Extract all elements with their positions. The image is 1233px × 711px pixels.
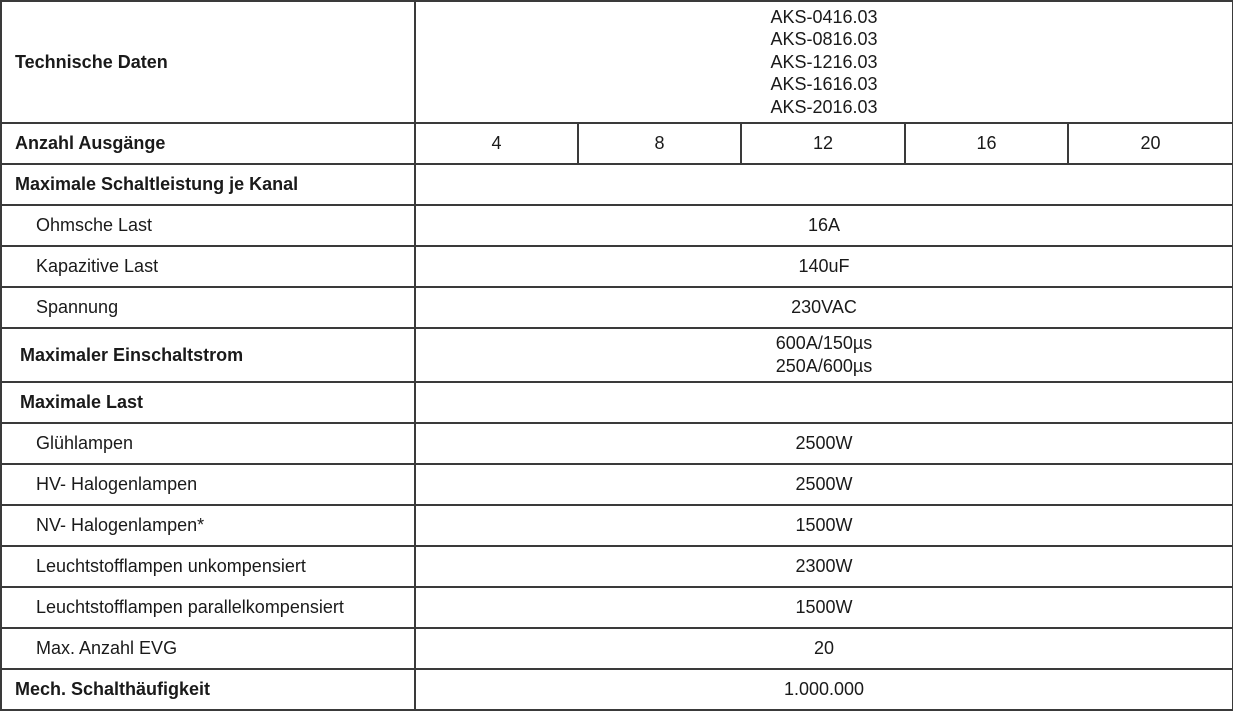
hv-halogen-value: 2500W bbox=[415, 464, 1233, 505]
table-row bbox=[1, 287, 1233, 328]
table-row bbox=[1, 628, 1233, 669]
row-label-hv-halogen: HV- Halogenlampen bbox=[1, 464, 415, 505]
inrush-values bbox=[415, 328, 1233, 382]
table-row bbox=[1, 205, 1233, 246]
table-section-row bbox=[1, 382, 1233, 423]
model-list bbox=[415, 1, 1233, 123]
row-label-nv-halogen: NV- Halogenlampen* bbox=[1, 505, 415, 546]
row-label-ohmic: Ohmsche Last bbox=[1, 205, 415, 246]
row-label-capacitive: Kapazitive Last bbox=[1, 246, 415, 287]
row-label-max-evg: Max. Anzahl EVG bbox=[1, 628, 415, 669]
row-label-voltage: Spannung bbox=[1, 287, 415, 328]
capacitive-value: 140uF bbox=[415, 246, 1233, 287]
empty-cell bbox=[415, 382, 1233, 423]
row-label-fluorescent-parallel: Leuchtstofflampen parallelkompensiert bbox=[1, 587, 415, 628]
voltage-value: 230VAC bbox=[415, 287, 1233, 328]
model-name: AKS-1216.03 bbox=[770, 51, 878, 72]
incandescent-value: 2500W bbox=[415, 423, 1233, 464]
table-row bbox=[1, 464, 1233, 505]
empty-cell bbox=[415, 164, 1233, 205]
table-row bbox=[1, 328, 1233, 382]
model-name: AKS-2016.03 bbox=[770, 96, 878, 117]
model-name: AKS-0416.03 bbox=[770, 6, 878, 27]
fluorescent-uncompensated-value: 2300W bbox=[415, 546, 1233, 587]
max-evg-value: 20 bbox=[415, 628, 1233, 669]
outputs-value: 8 bbox=[578, 123, 741, 164]
outputs-value: 20 bbox=[1068, 123, 1233, 164]
mech-cycles-value: 1.000.000 bbox=[415, 669, 1233, 710]
outputs-value: 16 bbox=[905, 123, 1068, 164]
table-header-row bbox=[1, 1, 1233, 123]
row-label-fluorescent-uncompensated: Leuchtstofflampen unkompensiert bbox=[1, 546, 415, 587]
nv-halogen-value: 1500W bbox=[415, 505, 1233, 546]
table-row bbox=[1, 587, 1233, 628]
model-name: AKS-1616.03 bbox=[770, 74, 878, 95]
fluorescent-parallel-value: 1500W bbox=[415, 587, 1233, 628]
model-name: AKS-0816.03 bbox=[770, 29, 878, 50]
table-row bbox=[1, 123, 1233, 164]
row-label-mech-cycles: Mech. Schalthäufigkeit bbox=[1, 669, 415, 710]
table-row bbox=[1, 423, 1233, 464]
row-label-outputs: Anzahl Ausgänge bbox=[1, 123, 415, 164]
ohmic-value: 16A bbox=[415, 205, 1233, 246]
outputs-value: 4 bbox=[415, 123, 578, 164]
table-row bbox=[1, 669, 1233, 710]
outputs-value: 12 bbox=[741, 123, 905, 164]
row-label-incandescent: Glühlampen bbox=[1, 423, 415, 464]
table-row bbox=[1, 546, 1233, 587]
table-row bbox=[1, 246, 1233, 287]
row-label-inrush: Maximaler Einschaltstrom bbox=[1, 328, 415, 382]
table-row bbox=[1, 505, 1233, 546]
inrush-value: 600A/150µs bbox=[775, 333, 873, 353]
table-section-row bbox=[1, 164, 1233, 205]
section-label-max-load: Maximale Last bbox=[1, 382, 415, 423]
section-label-switching: Maximale Schaltleistung je Kanal bbox=[1, 164, 415, 205]
header-label: Technische Daten bbox=[1, 1, 415, 123]
inrush-value: 250A/600µs bbox=[775, 356, 873, 376]
